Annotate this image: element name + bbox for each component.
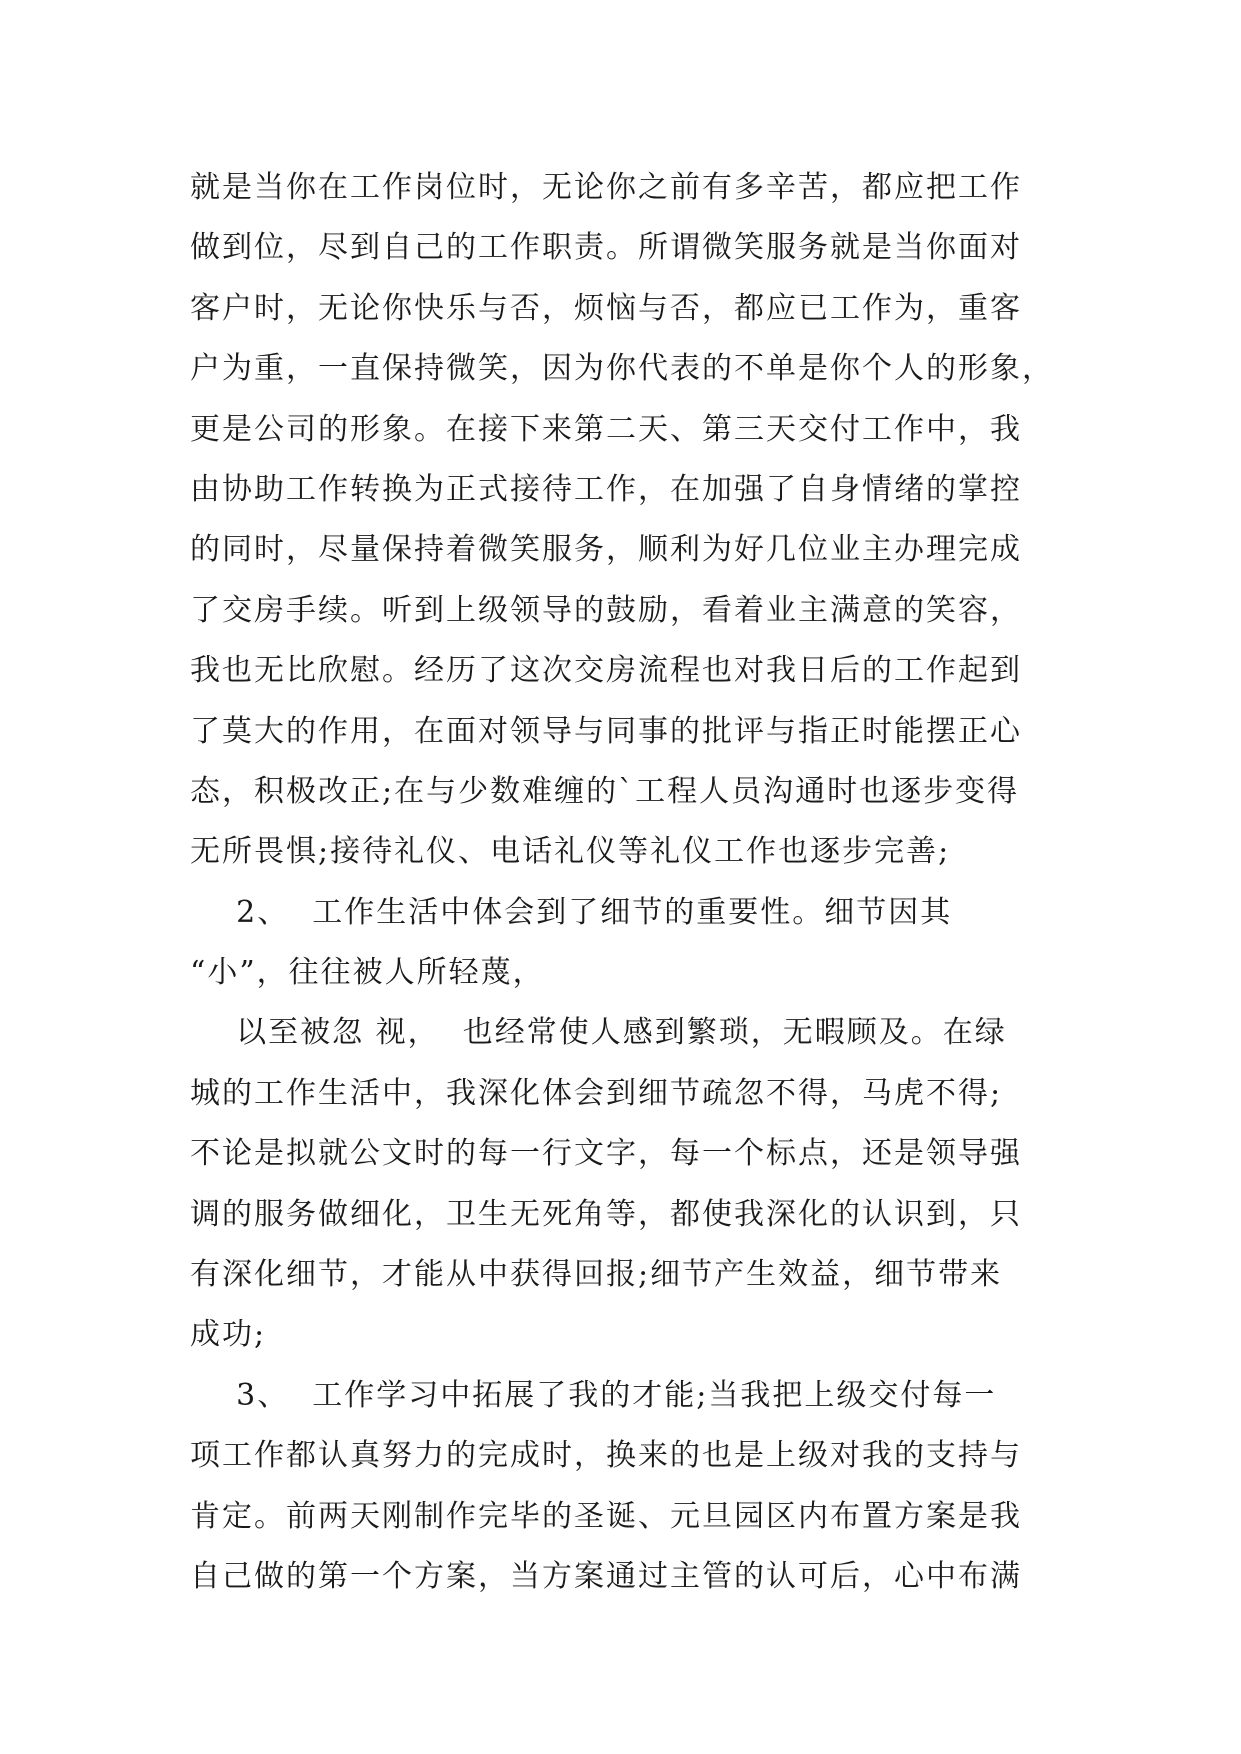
text-line: 不论是拟就公文时的每一行文字，每一个标点，还是领导强 bbox=[190, 1136, 1022, 1172]
text-line: 项工作都认真努力的完成时，换来的也是上级对我的支持与 bbox=[190, 1438, 1022, 1474]
text-line: 户为重，一直保持微笑，因为你代表的不单是你个人的形象， bbox=[190, 351, 1054, 387]
text-line: 做到位，尽到自己的工作职责。所谓微笑服务就是当你面对 bbox=[190, 230, 1022, 266]
text-line: 有深化细节，才能从中获得回报;细节产生效益，细节带来 bbox=[190, 1257, 1003, 1293]
paragraph-3-first-line: 3、 工作学习中拓展了我的才能;当我把上级交付每一 bbox=[190, 1377, 997, 1413]
text-line: 肯定。前两天刚制作完毕的圣诞、元旦园区内布置方案是我 bbox=[190, 1498, 1022, 1534]
text-line: 了交房手续。听到上级领导的鼓励，看着业主满意的笑容， bbox=[190, 592, 1022, 628]
document-body bbox=[190, 158, 1070, 1607]
text-line: 的同时，尽量保持着微笑服务，顺利为好几位业主办理完成 bbox=[190, 532, 1022, 568]
text-line: 由协助工作转换为正式接待工作，在加强了自身情绪的掌控 bbox=[190, 471, 1022, 507]
text-line: 以至被忽 视， 也经常使人感到繁琐，无暇顾及。在绿 bbox=[190, 1015, 1007, 1051]
text-line: 就是当你在工作岗位时，无论你之前有多辛苦，都应把工作 bbox=[190, 170, 1022, 205]
text-line: 城的工作生活中，我深化体会到细节疏忽不得，马虎不得; bbox=[190, 1075, 1003, 1111]
text-line: 更是公司的形象。在接下来第二天、第三天交付工作中，我 bbox=[190, 411, 1022, 447]
text-line: 我也无比欣慰。经历了这次交房流程也对我日后的工作起到 bbox=[190, 653, 1022, 689]
text-line: 调的服务做细化，卫生无死角等，都使我深化的认识到，只 bbox=[190, 1196, 1022, 1232]
text-line: 自己做的第一个方案，当方案通过主管的认可后，心中布满 bbox=[190, 1558, 1022, 1594]
paragraph-2-first-line: 2、 工作生活中体会到了细节的重要性。细节因其 bbox=[190, 894, 953, 930]
text-line: 客户时，无论你快乐与否，烦恼与否，都应已工作为，重客 bbox=[190, 290, 1022, 326]
text-line: 了莫大的作用，在面对领导与同事的批评与指正时能摆正心 bbox=[190, 713, 1022, 749]
text-line: 无所畏惧;接待礼仪、电话礼仪等礼仪工作也逐步完善; bbox=[190, 834, 951, 870]
text-line: “小”，往往被人所轻蔑， bbox=[190, 955, 545, 991]
text-line: 态，积极改正;在与少数难缠的`工程人员沟通时也逐步变得 bbox=[190, 773, 1020, 809]
text-line: 成功; bbox=[190, 1317, 267, 1353]
